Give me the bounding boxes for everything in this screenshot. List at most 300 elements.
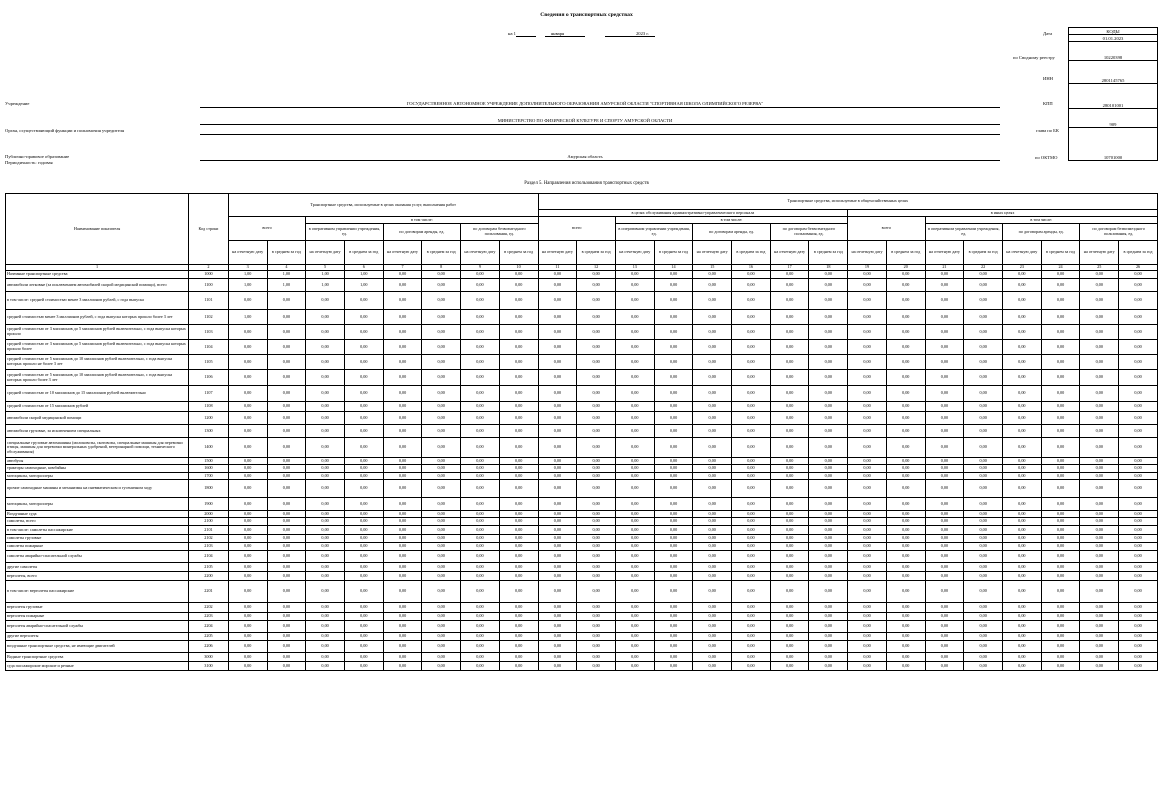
row-value: 0,00 [461,563,500,572]
row-value: 0,00 [267,518,306,526]
row-value: 0,00 [499,271,538,279]
row-value: 0,00 [654,386,693,402]
row-value: 0,00 [770,473,809,480]
row-value: 0,00 [344,438,383,458]
row-value: 0,00 [964,511,1003,518]
row-value: 0,00 [615,641,654,653]
row-value: 0,00 [770,551,809,563]
row-value: 0,00 [577,526,616,535]
row-value: 0,00 [732,613,771,621]
row-value: 0,00 [344,370,383,386]
row-value: 0,00 [886,402,925,412]
row-code: 1400 [189,438,229,458]
row-value: 0,00 [228,535,267,543]
row-value: 0,00 [848,473,887,480]
row-value: 0,00 [654,518,693,526]
header-a-free: по договорам безвозмездного пользования, ед. [461,224,539,241]
row-value: 0,00 [654,340,693,355]
row-value: 0,00 [964,480,1003,498]
row-value: 0,00 [228,386,267,402]
row-value: 0,00 [383,543,422,551]
row-value: 0,00 [422,551,461,563]
row-value: 0,00 [925,465,964,473]
row-value: 0,00 [344,535,383,543]
header-avg: в среднем за год [344,241,383,265]
row-value: 0,00 [461,279,500,292]
row-value: 0,00 [693,370,732,386]
row-value: 0,00 [848,543,887,551]
row-value: 0,00 [461,340,500,355]
row-value: 0,00 [306,458,345,465]
row-value: 0,00 [654,641,693,653]
header-avg: в среднем за год [964,241,1003,265]
row-value: 0,00 [732,603,771,613]
row-value: 0,00 [693,572,732,581]
table-row [6,458,1158,465]
row-value: 0,00 [654,526,693,535]
row-value: 0,00 [461,402,500,412]
row-value: 0,00 [228,662,267,671]
row-value: 0,00 [964,402,1003,412]
table-row [6,551,1158,563]
row-value: 0,00 [577,458,616,465]
column-number: 2 [189,265,229,271]
row-value: 0,00 [654,438,693,458]
row-value: 0,00 [615,310,654,325]
row-value: 0,00 [499,526,538,535]
row-value: 0,00 [848,355,887,370]
row-value: 0,00 [267,458,306,465]
row-value: 0,00 [383,340,422,355]
row-value: 0,00 [1041,340,1080,355]
row-name: воздушные транспортные средства, не имеющие двигателей [6,641,189,653]
row-value: 0,00 [1041,271,1080,279]
column-number: 22 [964,265,1003,271]
header-a-total: всего [228,217,305,241]
row-value: 0,00 [693,473,732,480]
row-value: 0,00 [1080,473,1119,480]
row-name: Водные транспортные средства [6,653,189,662]
row-value: 0,00 [383,641,422,653]
row-value: 0,00 [1080,621,1119,633]
row-value: 0,00 [925,572,964,581]
row-value: 0,00 [344,498,383,511]
row-value: 0,00 [1041,543,1080,551]
row-value: 0,00 [538,412,577,425]
table-row [6,633,1158,641]
header-avg: в среднем за год [886,241,925,265]
row-value: 0,00 [964,340,1003,355]
row-value: 0,00 [770,370,809,386]
row-value: 0,00 [499,438,538,458]
row-value: 0,00 [1041,662,1080,671]
row-value: 0,00 [1080,511,1119,518]
row-value: 0,00 [886,511,925,518]
row-code: 2201 [189,581,229,603]
kpp-value: 280101001 [1069,84,1158,109]
row-value: 0,00 [344,603,383,613]
row-value: 0,00 [886,279,925,292]
row-name: средней стоимостью от 5 миллионов до 10 миллионов рублей включительно, с года выпуска которых прошло не более 3 лет [6,355,189,370]
row-value: 0,00 [848,292,887,310]
row-value: 0,00 [267,310,306,325]
row-value: 0,00 [615,662,654,671]
row-name: в том числе: средней стоимостью менее 3 миллионов рублей, с года выпуска [6,292,189,310]
row-value: 0,00 [925,518,964,526]
row-value: 0,00 [461,370,500,386]
row-value: 0,00 [1041,535,1080,543]
row-value: 0,00 [848,526,887,535]
row-name: другие самолеты [6,563,189,572]
row-value: 0,00 [1041,325,1080,340]
row-value: 1,00 [228,279,267,292]
row-value: 0,00 [1041,581,1080,603]
row-value: 0,00 [809,279,848,292]
row-name: в том числе: вертолеты пассажирские [6,581,189,603]
row-value: 0,00 [344,621,383,633]
row-name: прочие самоходные машины и механизмы на пневматическом и гусеничном ходу [6,480,189,498]
table-row [6,325,1158,340]
row-value: 0,00 [964,535,1003,543]
row-value: 0,00 [1041,370,1080,386]
row-value: 0,00 [964,653,1003,662]
glava-label: глава по БК [1036,128,1059,133]
row-value: 0,00 [925,279,964,292]
row-value: 0,00 [306,480,345,498]
row-value: 0,00 [577,386,616,402]
header-at-date: на отчетную дату [1002,241,1041,265]
row-value: 0,00 [306,581,345,603]
row-value: 0,00 [538,465,577,473]
row-code: 2203 [189,613,229,621]
row-value: 0,00 [1002,498,1041,511]
row-value: 0,00 [422,543,461,551]
row-value: 0,00 [228,551,267,563]
row-value: 1,00 [306,271,345,279]
row-value: 0,00 [461,325,500,340]
row-value: 0,00 [654,511,693,518]
row-value: 0,00 [267,402,306,412]
row-value: 0,00 [1002,386,1041,402]
row-value: 0,00 [886,581,925,603]
row-value: 0,00 [306,621,345,633]
row-value: 0,00 [577,279,616,292]
row-code: 2101 [189,526,229,535]
row-value: 0,00 [577,498,616,511]
row-value: 0,00 [886,473,925,480]
row-value: 0,00 [770,340,809,355]
header-other: в иных целях [848,210,1158,217]
row-value: 0,00 [538,498,577,511]
column-number: 8 [422,265,461,271]
row-value: 0,00 [615,572,654,581]
row-value: 0,00 [306,633,345,641]
row-value: 0,00 [1002,325,1041,340]
row-value: 0,00 [267,386,306,402]
row-value: 0,00 [925,402,964,412]
row-value: 0,00 [1041,653,1080,662]
row-value: 0,00 [848,310,887,325]
row-value: 0,00 [344,526,383,535]
row-value: 0,00 [1002,480,1041,498]
row-value: 0,00 [693,641,732,653]
row-code: 3000 [189,653,229,662]
row-value: 0,00 [228,465,267,473]
header-admin: в целях обслуживания административно-управленческого персонала [538,210,848,217]
row-value: 0,00 [964,279,1003,292]
row-value: 0,00 [383,271,422,279]
row-value: 0,00 [809,473,848,480]
row-value: 0,00 [615,355,654,370]
row-value: 0,00 [770,543,809,551]
row-value: 0,00 [693,271,732,279]
row-value: 0,00 [770,653,809,662]
row-value: 0,00 [538,292,577,310]
row-value: 0,00 [267,551,306,563]
row-value: 0,00 [306,603,345,613]
row-value: 0,00 [461,412,500,425]
row-value: 0,00 [693,653,732,662]
row-value: 0,00 [422,621,461,633]
row-value: 0,00 [461,543,500,551]
row-value: 0,00 [809,480,848,498]
row-value: 0,00 [732,543,771,551]
row-value: 0,00 [615,465,654,473]
row-code: 1107 [189,386,229,402]
row-value: 0,00 [1119,511,1158,518]
row-value: 0,00 [886,633,925,641]
row-value: 1,00 [344,271,383,279]
row-value: 0,00 [228,292,267,310]
row-value: 0,00 [886,438,925,458]
row-value: 0,00 [925,621,964,633]
column-number: 1 [6,265,189,271]
row-value: 0,00 [461,271,500,279]
row-value: 0,00 [461,511,500,518]
row-value: 0,00 [1080,633,1119,641]
row-value: 0,00 [383,511,422,518]
row-value: 0,00 [383,535,422,543]
row-value: 0,00 [577,551,616,563]
row-value: 0,00 [306,498,345,511]
row-value: 0,00 [267,355,306,370]
row-value: 0,00 [848,613,887,621]
row-value: 0,00 [422,641,461,653]
row-value: 0,00 [1080,279,1119,292]
row-value: 0,00 [1080,325,1119,340]
row-value: 0,00 [925,473,964,480]
table-row [6,402,1158,412]
row-value: 0,00 [1119,633,1158,641]
row-value: 0,00 [770,662,809,671]
row-value: 0,00 [770,310,809,325]
row-value: 0,00 [925,633,964,641]
row-value: 0,00 [848,653,887,662]
row-value: 0,00 [1002,543,1041,551]
row-value: 0,00 [615,633,654,641]
row-value: 0,00 [1002,271,1041,279]
row-value: 0,00 [886,325,925,340]
row-value: 0,00 [1119,465,1158,473]
row-value: 0,00 [615,535,654,543]
row-value: 0,00 [1080,581,1119,603]
header-a-incl: в том числе: [306,217,538,224]
row-value: 0,00 [383,310,422,325]
row-value: 0,00 [809,551,848,563]
row-value: 0,00 [1041,480,1080,498]
row-value: 0,00 [267,292,306,310]
row-value: 0,00 [306,292,345,310]
row-value: 0,00 [964,621,1003,633]
row-value: 0,00 [964,518,1003,526]
row-value: 0,00 [344,325,383,340]
row-code: 2100 [189,518,229,526]
row-value: 0,00 [422,473,461,480]
row-code: 2103 [189,543,229,551]
row-value: 0,00 [422,412,461,425]
row-value: 0,00 [228,370,267,386]
column-number: 16 [732,265,771,271]
row-value: 0,00 [577,543,616,551]
table-row [6,603,1158,613]
row-value: 0,00 [809,425,848,438]
row-value: 0,00 [1080,271,1119,279]
row-value: 0,00 [344,425,383,438]
row-value: 0,00 [1119,551,1158,563]
row-value: 0,00 [809,581,848,603]
row-value: 0,00 [499,653,538,662]
row-value: 0,00 [732,633,771,641]
row-value: 0,00 [577,465,616,473]
header-at-date: на отчетную дату [693,241,732,265]
header-group-services: Транспортные средства, используемые в целях оказания услуг, выполнения работ [228,194,538,217]
row-value: 0,00 [615,386,654,402]
row-value: 0,00 [925,370,964,386]
row-value: 0,00 [654,662,693,671]
row-value: 0,00 [809,543,848,551]
table-row [6,340,1158,355]
row-value: 0,00 [499,473,538,480]
table-row [6,543,1158,551]
header-at-date: на отчетную дату [383,241,422,265]
row-value: 0,00 [654,402,693,412]
row-value: 0,00 [538,480,577,498]
row-value: 1,00 [267,279,306,292]
row-value: 0,00 [886,310,925,325]
row-value: 0,00 [1119,641,1158,653]
row-name: автобусы [6,458,189,465]
row-value: 0,00 [499,581,538,603]
row-value: 0,00 [848,402,887,412]
row-name: самолеты, всего [6,518,189,526]
column-number: 12 [577,265,616,271]
row-value: 0,00 [228,621,267,633]
row-value: 0,00 [809,438,848,458]
row-value: 0,00 [461,526,500,535]
row-value: 0,00 [538,511,577,518]
row-value: 1,00 [228,310,267,325]
row-value: 0,00 [422,581,461,603]
row-value: 0,00 [267,535,306,543]
column-number: 10 [499,265,538,271]
row-code: 1000 [189,271,229,279]
row-value: 0,00 [770,412,809,425]
row-value: 0,00 [499,551,538,563]
row-value: 0,00 [228,511,267,518]
row-value: 0,00 [499,465,538,473]
row-value: 0,00 [383,473,422,480]
row-value: 0,00 [267,581,306,603]
row-value: 0,00 [693,543,732,551]
row-value: 0,00 [461,662,500,671]
row-value: 0,00 [577,653,616,662]
row-value: 0,00 [964,310,1003,325]
form-title: Сведения о транспортных средствах [540,12,633,18]
row-value: 0,00 [1002,402,1041,412]
row-value: 1,00 [306,279,345,292]
row-value: 0,00 [499,572,538,581]
header-c-incl: в том числе: [925,217,1157,224]
column-number: 17 [770,265,809,271]
row-value: 0,00 [538,458,577,465]
row-value: 0,00 [732,310,771,325]
row-value: 0,00 [654,310,693,325]
row-value: 0,00 [383,480,422,498]
row-value: 0,00 [422,425,461,438]
table-row [6,535,1158,543]
row-value: 0,00 [886,340,925,355]
row-value: 0,00 [809,662,848,671]
row-value: 0,00 [461,310,500,325]
row-value: 0,00 [383,526,422,535]
row-value: 0,00 [461,581,500,603]
row-value: 0,00 [654,292,693,310]
row-value: 0,00 [1080,292,1119,310]
row-value: 0,00 [964,458,1003,465]
row-code: 1600 [189,465,229,473]
row-value: 0,00 [383,603,422,613]
table-row [6,641,1158,653]
row-value: 0,00 [886,498,925,511]
row-value: 0,00 [1002,279,1041,292]
row-value: 0,00 [615,543,654,551]
row-name: Воздушные суда [6,511,189,518]
row-value: 0,00 [693,480,732,498]
row-value: 0,00 [925,511,964,518]
row-value: 0,00 [654,563,693,572]
row-value: 0,00 [615,526,654,535]
row-value: 0,00 [809,310,848,325]
row-value: 0,00 [925,641,964,653]
row-value: 0,00 [1002,662,1041,671]
row-value: 0,00 [344,292,383,310]
row-name: самолеты грузовые [6,535,189,543]
row-value: 0,00 [267,563,306,572]
row-value: 0,00 [228,518,267,526]
row-value: 0,00 [267,613,306,621]
row-value: 0,00 [964,386,1003,402]
row-value: 0,00 [848,662,887,671]
header-at-date: на отчетную дату [461,241,500,265]
row-value: 0,00 [964,325,1003,340]
row-value: 0,00 [732,355,771,370]
row-value: 0,00 [538,425,577,438]
row-value: 0,00 [732,425,771,438]
row-value: 0,00 [770,518,809,526]
row-value: 0,00 [1080,412,1119,425]
row-value: 0,00 [615,480,654,498]
row-value: 0,00 [1002,340,1041,355]
